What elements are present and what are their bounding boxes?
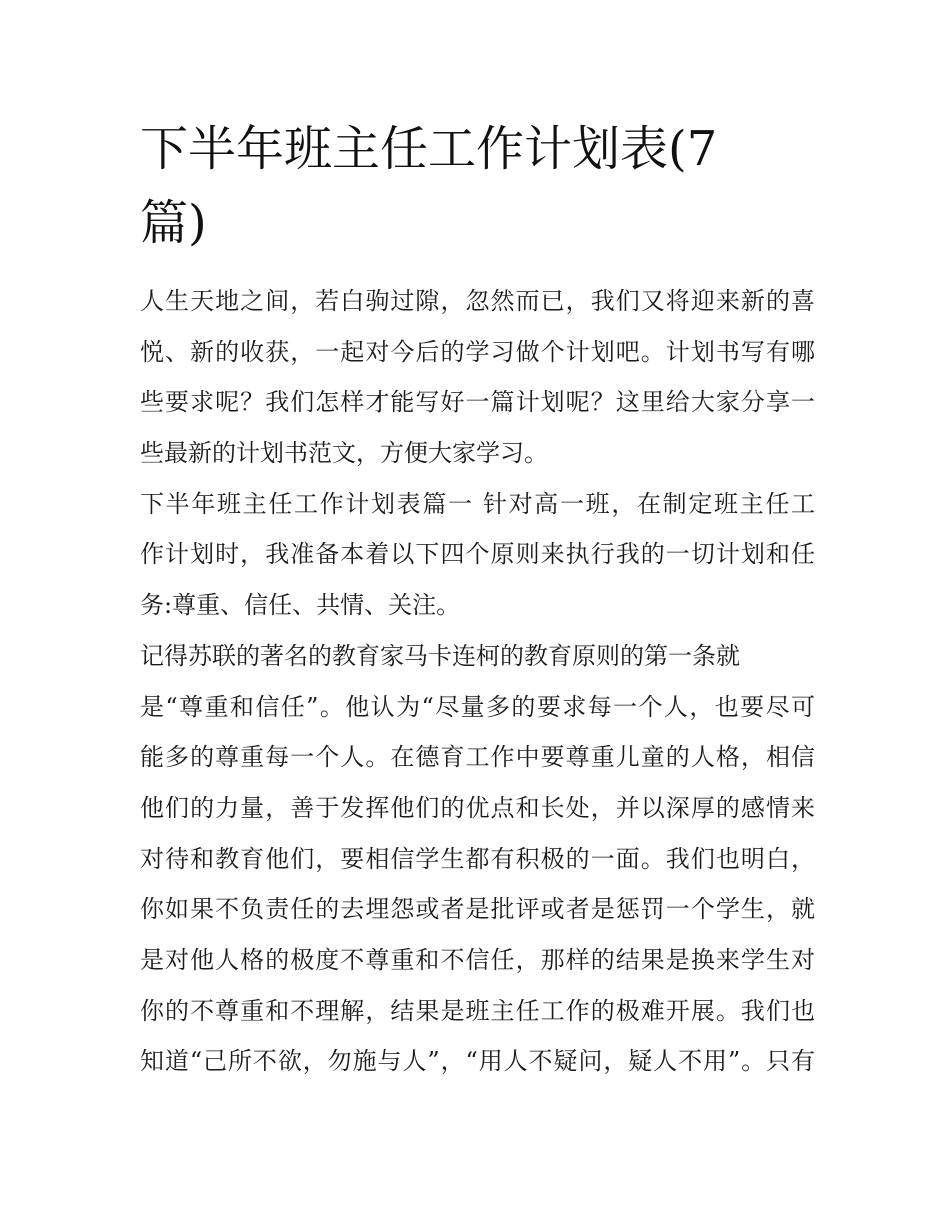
makarenko-paragraph <box>140 631 815 1087</box>
text-line: 些要求呢？我们怎样才能写好一篇计划呢？这里给大家分享一 <box>140 388 815 417</box>
title-line: 篇) <box>140 195 207 251</box>
text-line: 能多的尊重每一个人。在德育工作中要尊重儿童的人格，相信 <box>140 743 815 772</box>
text-line: 是对他人格的极度不尊重和不信任，那样的结果是换来学生对 <box>140 945 815 974</box>
text-line: 记得苏联的著名的教育家马卡连柯的教育原则的第一条就 <box>140 641 740 670</box>
plan-one-paragraph <box>140 479 815 631</box>
text-line: 悦、新的收获，一起对今后的学习做个计划吧。计划书写有哪 <box>140 337 815 366</box>
text-line: 务:尊重、信任、共情、关注。 <box>140 591 461 620</box>
text-line: 下半年班主任工作计划表篇一 针对高一班，在制定班主任工 <box>140 489 815 518</box>
document-title <box>140 112 780 260</box>
text-line: 你的不尊重和不理解，结果是班主任工作的极难开展。我们也 <box>140 996 815 1025</box>
text-line: 些最新的计划书范文，方便大家学习。 <box>140 439 548 468</box>
text-line: 是“尊重和信任”。他认为“尽量多的要求每一个人，也要尽可 <box>140 692 815 721</box>
text-line: 你如果不负责任的去埋怨或者是批评或者是惩罚一个学生，就 <box>140 895 815 924</box>
text-line: 对待和教育他们，要相信学生都有积极的一面。我们也明白， <box>140 844 815 873</box>
text-line: 知道“己所不欲，勿施与人”，“用人不疑问，疑人不用”。只有 <box>140 1047 815 1076</box>
text-line: 作计划时，我准备本着以下四个原则来执行我的一切计划和任 <box>140 540 815 569</box>
title-line: 下半年班主任工作计划表(7 <box>140 121 718 177</box>
document-body <box>140 276 815 1087</box>
text-line: 人生天地之间，若白驹过隙，忽然而已，我们又将迎来新的喜 <box>140 287 815 315</box>
text-line: 他们的力量，善于发挥他们的优点和长处，并以深厚的感情来 <box>140 793 815 822</box>
intro-paragraph <box>140 276 815 479</box>
